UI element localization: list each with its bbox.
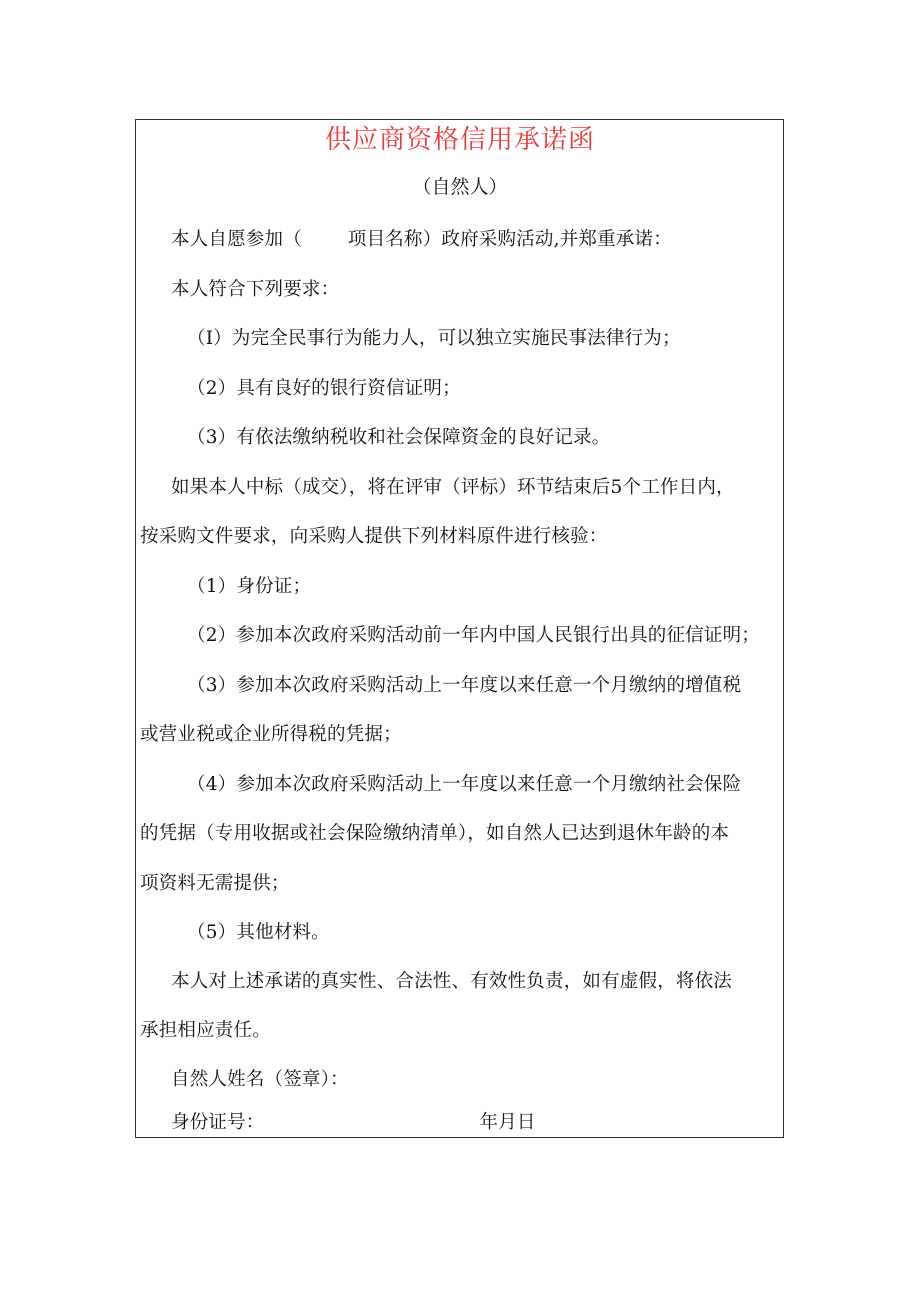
material-item: （4）参加本次政府采购活动上一年度以来任意一个月缴纳社会保险 <box>187 774 742 795</box>
material-item: （5）其他材料。 <box>187 922 330 943</box>
requirement-item: （I）为完全民事行为能力人，可以独立实施民事法律行为； <box>187 328 681 349</box>
signature-name-label: 自然人姓名（签章）： <box>171 1069 349 1090</box>
intro-after: 项目名称）政府采购活动,并郑重承诺： <box>347 229 672 250</box>
material-item: （1）身份证； <box>187 576 312 597</box>
requirement-item: （2）具有良好的银行资信证明； <box>187 378 461 399</box>
page-subtitle: （自然人） <box>412 176 508 198</box>
requirement-item: （3）有依法缴纳税收和社会保障资金的良好记录。 <box>187 427 611 448</box>
material-item-continuation: 或营业税或企业所得税的凭据； <box>140 724 402 745</box>
intro-before: 本人自愿参加（ <box>171 229 302 250</box>
verify-paragraph-line: 如果本人中标（成交），将在评审（评标）环节结束后5个工作日内， <box>171 477 735 498</box>
signature-id-row <box>171 1111 536 1135</box>
page-title: 供应商资格信用承诺函 <box>324 125 595 155</box>
material-item: （3）参加本次政府采购活动上一年度以来任意一个月缴纳的增值税 <box>187 675 742 696</box>
material-item-continuation: 的凭据（专用收据或社会保险缴纳清单），如自然人已达到退休年龄的本 <box>140 823 730 844</box>
signature-date-label: 年月日 <box>479 1112 536 1133</box>
commitment-line: 本人对上述承诺的真实性、合法性、有效性负责，如有虚假，将依法 <box>171 971 733 992</box>
intro-line <box>171 228 672 252</box>
verify-paragraph-line: 按采购文件要求，向采购人提供下列材料原件进行核验： <box>140 526 608 547</box>
requirements-heading: 本人符合下列要求： <box>171 279 340 300</box>
signature-id-label: 身份证号： <box>171 1112 265 1133</box>
material-item: （2）参加本次政府采购活动前一年内中国人民银行出具的征信证明； <box>187 625 760 646</box>
material-item-continuation: 项资料无需提供； <box>140 873 290 894</box>
commitment-line: 承担相应责任。 <box>140 1020 271 1041</box>
